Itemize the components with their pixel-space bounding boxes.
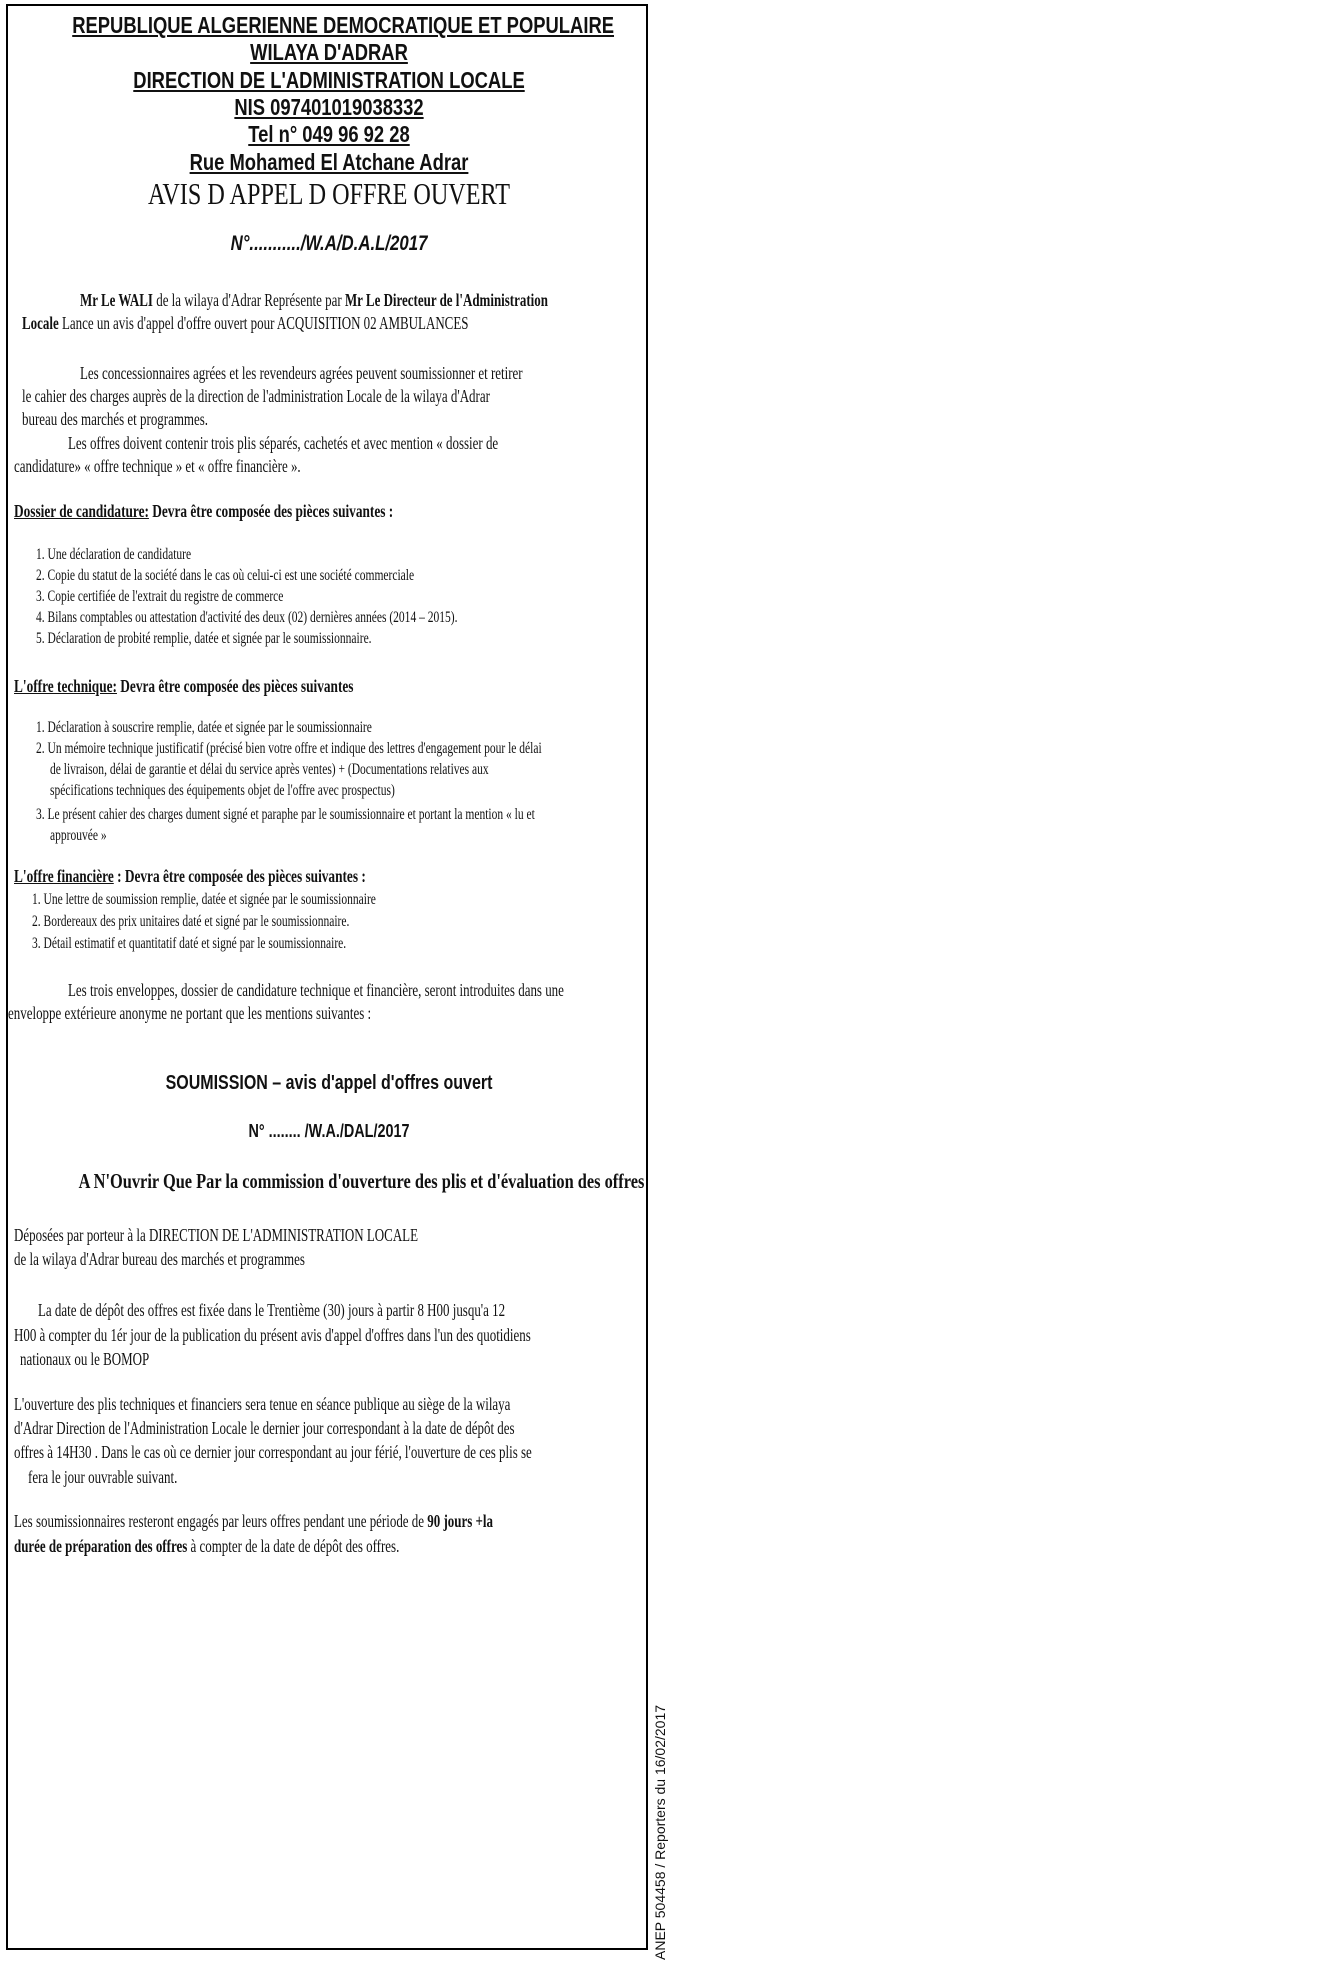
reference-number: N°.........../W.A/D.A.L/2017	[230, 232, 428, 255]
deposees-line-1: Déposées par porteur à la DIRECTION DE L'ADMINISTRATION LOCALE	[14, 1225, 419, 1245]
date-depot-line-3: nationaux ou le BOMOP	[20, 1349, 150, 1369]
dossier-heading: Dossier de candidature: Devra être composée des pièces suivantes :	[14, 501, 394, 521]
soumission-title: SOUMISSION – avis d'appel d'offres ouvert	[165, 1072, 493, 1094]
ouverture-line-1: L'ouverture des plis techniques et financiers sera tenue en séance publique au siège de la wilaya	[14, 1394, 511, 1414]
technique-heading: L'offre technique: Devra être composée des pièces suivantes	[14, 676, 354, 696]
list-item: 1. Une lettre de soumission remplie, datée et signée par le soumissionnaire	[32, 891, 376, 908]
offres-line-2: candidature» « offre technique » et « offre financière ».	[14, 456, 301, 476]
anep-reference: ANEP 504458 / Reporters du 16/02/2017	[652, 1704, 668, 1960]
header-direction: DIRECTION DE L'ADMINISTRATION LOCALE	[133, 67, 525, 93]
header-tel: Tel n° 049 96 92 28	[248, 121, 410, 147]
ouverture-line-2: d'Adrar Direction de l'Administration Locale le dernier jour correspondant à la date de dépôt des	[14, 1418, 515, 1438]
concession-line-3: bureau des marchés et programmes.	[22, 409, 209, 429]
list-item: 3. Copie certifiée de l'extrait du registre de commerce	[36, 588, 284, 605]
soumission-notice: A N'Ouvrir Que Par la commission d'ouverture des plis et d'évaluation des offres	[78, 1169, 645, 1193]
page-title: AVIS D APPEL D OFFRE OUVERT	[148, 176, 510, 211]
list-item: 5. Déclaration de probité remplie, datée et signée par le soumissionnaire.	[36, 630, 372, 647]
notice-frame	[6, 4, 648, 1950]
list-item: 2. Copie du statut de la société dans le cas où celui-ci est une société commerciale	[36, 567, 415, 584]
list-item: 2. Bordereaux des prix unitaires daté et signé par le soumissionnaire.	[32, 913, 350, 930]
list-item: 3. Le présent cahier des charges dument signé et paraphe par le soumissionnaire et portant la mention « lu et	[36, 806, 535, 823]
soumission-ref: N° ........ /W.A./DAL/2017	[248, 1121, 410, 1141]
date-depot-line-2: H00 à compter du 1ér jour de la publication du présent avis d'appel d'offres dans l'un des quotidiens	[14, 1325, 531, 1345]
date-depot-line-1: La date de dépôt des offres est fixée dans le Trentième (30) jours à partir 8 H00 jusqu'a 12	[38, 1300, 506, 1320]
header-wilaya: WILAYA D'ADRAR	[250, 39, 408, 65]
intro-line-1: Mr Le WALI de la wilaya d'Adrar Représente par Mr Le Directeur de l'Administration	[80, 290, 548, 310]
offres-line-1: Les offres doivent contenir trois plis séparés, cachetés et avec mention « dossier de	[68, 433, 499, 453]
ouverture-line-4: fera le jour ouvrable suivant.	[28, 1467, 178, 1487]
engagement-line-1: Les soumissionnaires resteront engagés par leurs offres pendant une période de 90 jours +la	[14, 1511, 493, 1531]
concession-line-2: le cahier des charges auprès de la direction de l'administration Locale de la wilaya d'Adrar	[22, 386, 490, 406]
header-republique: REPUBLIQUE ALGERIENNE DEMOCRATIQUE ET POPULAIRE	[72, 12, 615, 38]
list-item: 4. Bilans comptables ou attestation d'activité des deux (02) dernières années (2014 – 2015).	[36, 609, 458, 626]
list-item: 1. Une déclaration de candidature	[36, 546, 192, 563]
list-item: 1. Déclaration à souscrire remplie, datée et signée par le soumissionnaire	[36, 719, 372, 736]
financiere-heading: L'offre financière : Devra être composée des pièces suivantes :	[14, 866, 366, 886]
list-item: 2. Un mémoire technique justificatif (précisé bien votre offre et indique des lettres d'engagement pour le délai	[36, 740, 542, 757]
concession-line-1: Les concessionnaires agrées et les revendeurs agrées peuvent soumissionner et retirer	[80, 363, 523, 383]
engagement-line-2: durée de préparation des offres à compter de la date de dépôt des offres.	[14, 1536, 400, 1556]
enveloppes-line-2: enveloppe extérieure anonyme ne portant que les mentions suivantes :	[8, 1003, 372, 1023]
deposees-line-2: de la wilaya d'Adrar bureau des marchés et programmes	[14, 1249, 305, 1269]
intro-line-2: Locale Lance un avis d'appel d'offre ouvert pour ACQUISITION 02 AMBULANCES	[22, 313, 469, 333]
list-item: approuvée »	[50, 827, 107, 844]
ouverture-line-3: offres à 14H30 . Dans le cas où ce dernier jour correspondant au jour férié, l'ouverture de ces plis se	[14, 1442, 532, 1462]
list-item: 3. Détail estimatif et quantitatif daté et signé par le soumissionnaire.	[32, 935, 347, 952]
list-item: spécifications techniques des équipements objet de l'offre avec prospectus)	[50, 782, 395, 799]
header-nis: NIS 097401019038332	[234, 94, 424, 120]
enveloppes-line-1: Les trois enveloppes, dossier de candidature technique et financière, seront introduites dans une	[68, 980, 564, 1000]
header-address: Rue Mohamed El Atchane Adrar	[189, 149, 469, 175]
list-item: de livraison, délai de garantie et délai du service après ventes) + (Documentations relatives aux	[50, 761, 489, 778]
